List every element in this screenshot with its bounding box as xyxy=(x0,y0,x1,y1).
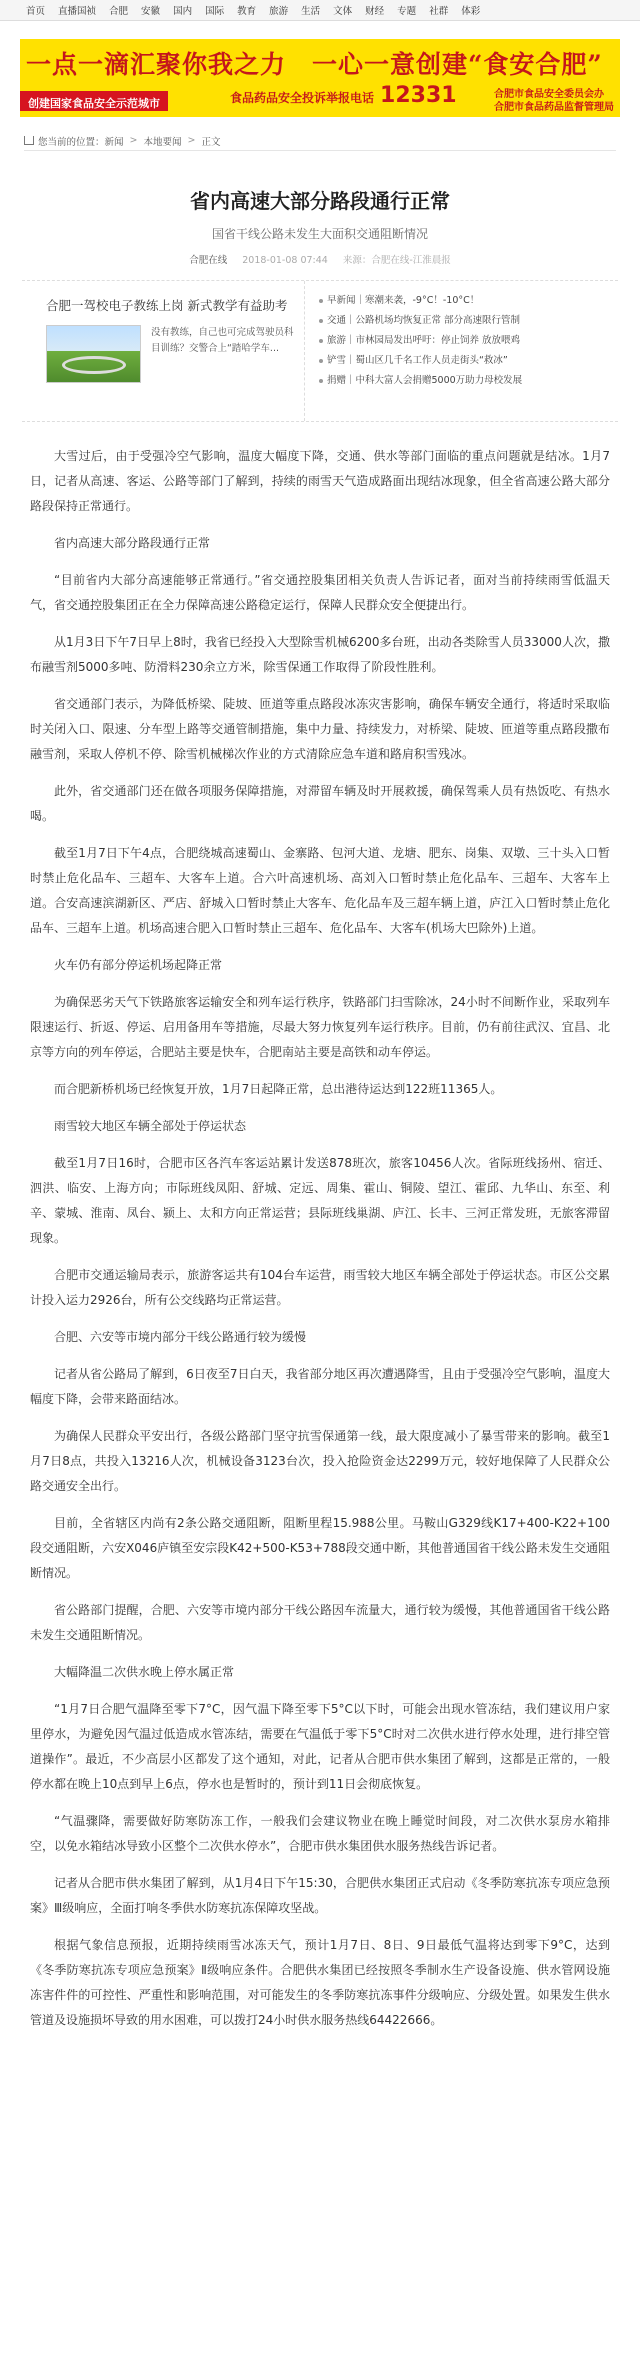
bullet-icon xyxy=(319,359,323,363)
feature-left xyxy=(22,281,304,421)
paragraph: 而合肥新桥机场已经恢复开放，1月7日起降正常，总出港待运达到122班11365人。 xyxy=(54,1082,503,1096)
nav-link[interactable]: 安徽 xyxy=(141,6,161,17)
section-heading: 雨雪较大地区车辆全部处于停运状态 xyxy=(54,1119,247,1133)
banner-org-2: 合肥市食品药品监督管理局 xyxy=(494,102,614,113)
paragraph: 从1月3日下午7日早上8时，我省已经投入大型除雪机械6200多台班，出动各类除雪人员33000人次，撒布融雪剂5000多吨、防滑料230余立方米，除雪保通工作取得了阶段性胜利。 xyxy=(30,635,610,674)
feature-news-item[interactable] xyxy=(319,311,618,331)
paragraph: 根据气象信息预报，近期持续雨雪冰冻天气，预计1月7日、8日、9日最低气温将达到零下9°C，达到《冬季防寒抗冻专项应急预案》Ⅱ级响应条件。合肥供水集团已经按照冬季制水生产设备设施、供水管网设施冻害件件的可控性、严重性和影响范围，对可能发生的冬季防寒抗冻事件分级响应、分级处置。如果发生供水管道及设施损坏导致的用水困难，可以拨打24小时供水服务热线64422666。 xyxy=(30,1938,610,2027)
article-subtitle: 国省干线公路未发生大面积交通阻断情况 xyxy=(211,227,428,241)
feature-title[interactable]: 合肥一驾校电子教练上岗 新式教学有益助考 xyxy=(46,298,288,313)
bullet-icon xyxy=(319,299,323,303)
breadcrumb-prefix: 您当前的位置： xyxy=(38,136,105,148)
paragraph: 目前，全省辖区内尚有2条公路交通阻断，阻断里程15.988公里。马鞍山G329线K17+400-K22+100段交通阻断，六安X046庐镇至安宗段K42+500-K53+788段交通中断，其他普通国省干线公路未发生交通阻断情况。 xyxy=(30,1516,610,1580)
nav-link[interactable]: 社群 xyxy=(429,6,449,17)
paragraph: 为确保恶劣天气下铁路旅客运输安全和列车运行秩序，铁路部门扫雪除冰，24小时不间断作业，采取列车限速运行、折返、停运、启用备用车等措施，尽最大努力恢复列车运行秩序。目前，仍有前往武汉、宜昌、北京等方向的列车停运，合肥站主要是快车，合肥南站主要是高铁和动车停运。 xyxy=(30,995,610,1059)
paragraph: 大雪过后，由于受强冷空气影响，温度大幅度下降，交通、供水等部门面临的重点问题就是结冰。1月7日，记者从高速、客运、公路等部门了解到，持续的雨雪天气造成路面出现结冰现象，但全省高速公路大部分路段保持正常通行。 xyxy=(30,449,610,513)
feature-news-text[interactable]: 旅游｜市林园局发出呼吁：停止饲养 放放喂鸡 xyxy=(327,335,521,346)
nav-link[interactable]: 合肥 xyxy=(109,6,129,17)
paragraph: 此外，省交通部门还在做各项服务保障措施，对滞留车辆及时开展救援，确保驾乘人员有热饭吃、有热水喝。 xyxy=(30,784,610,823)
banner-slogan: 一点一滴汇聚你我之力 一心一意创建“食安合肥” xyxy=(26,50,603,79)
banner-badge: 创建国家食品安全示范城市 xyxy=(20,91,168,111)
article-datetime: 2018-01-08 07:44 xyxy=(242,255,328,266)
paragraph: 截至1月7日下午4点，合肥绕城高速蜀山、金寨路、包河大道、龙塘、肥东、岗集、双墩、三十头入口暂时禁止危化品车、三超车、大客车上道。合六叶高速机场、高刘入口暂时禁止危化品车、三超车、大客车上道。合安高速滨湖新区、严店、舒城入口暂时禁止大客车、危化品车及三超车辆上道，庐江入口暂时禁止危化品车、三超车上道。机场高速合肥入口暂时禁止三超车、危化品车、大客车(机场大巴除外)上道。 xyxy=(30,846,610,935)
nav-link[interactable]: 文体 xyxy=(333,6,353,17)
hotline-label: 食品药品安全投诉举报电话 xyxy=(230,91,375,105)
nav-link[interactable]: 教育 xyxy=(237,6,257,17)
feature-desc[interactable]: 没有教练，自己也可完成驾驶员科目训练？交警合上“踏哈学车... xyxy=(151,327,294,354)
paragraph: “气温骤降，需要做好防寒防冻工作，一般我们会建议物业在晚上睡觉时间段，对二次供水泵房水箱排空，以免水箱结冰导致小区整个二次供水停水”，合肥市供水集团供水服务热线告诉记者。 xyxy=(30,1814,610,1853)
breadcrumb-sep: > xyxy=(129,135,138,146)
banner-hotline xyxy=(230,83,457,108)
breadcrumb-news[interactable]: 新闻 xyxy=(104,136,124,148)
nav-link[interactable]: 体彩 xyxy=(461,6,481,17)
breadcrumb-sep: > xyxy=(187,135,196,146)
breadcrumb xyxy=(24,131,616,151)
banner-ad[interactable] xyxy=(20,39,620,117)
nav-link[interactable]: 财经 xyxy=(365,6,385,17)
paragraph: 省交通部门表示，为降低桥梁、陡坡、匝道等重点路段冰冻灾害影响，确保车辆安全通行，将适时采取临时关闭入口、限速、分车型上路等交通管制措施，集中力量、持续发力，对桥梁、陡坡、匝道等重点路段撒布融雪剂，采取人停机不停、除雪机械梯次作业的方式清除应急车道和路肩积雪残冰。 xyxy=(30,697,610,761)
section-heading: 火车仍有部分停运机场起降正常 xyxy=(54,958,223,972)
section-heading: 合肥、六安等市境内部分干线公路通行较为缓慢 xyxy=(54,1330,307,1344)
article-source: 合肥在线 xyxy=(189,255,228,266)
nav-link[interactable]: 国内 xyxy=(173,6,193,17)
paragraph: 省公路部门提醒，合肥、六安等市境内部分干线公路因车流量大，通行较为缓慢，其他普通国省干线公路未发生交通阻断情况。 xyxy=(30,1603,610,1642)
hotline-number: 12331 xyxy=(380,83,457,108)
nav-link[interactable]: 旅游 xyxy=(269,6,289,17)
bullet-icon xyxy=(319,379,323,383)
article-body xyxy=(30,444,610,2033)
paragraph: 为确保人民群众平安出行，各级公路部门坚守抗雪保通第一线，最大限度减小了暴雪带来的影响。截至1月7日8点，共投入13216人次，机械设备3123台次，投入抢险资金达2299万元，较好地保障了人民群众公路交通安全出行。 xyxy=(30,1429,610,1493)
paragraph: “目前省内大部分高速能够正常通行。”省交通控股集团相关负责人告诉记者，面对当前持续雨雪低温天气，省交通控股集团正在全力保障高速公路稳定运行，保障人民群众安全便捷出行。 xyxy=(30,573,610,612)
feature-news-text[interactable]: 铲雪｜蜀山区几千名工作人员走街头“救冰” xyxy=(327,355,508,366)
nav-link[interactable]: 生活 xyxy=(301,6,321,17)
top-nav xyxy=(0,0,640,21)
feature-news-item[interactable] xyxy=(319,291,618,311)
paragraph: “1月7日合肥气温降至零下7°C，因气温下降至零下5°C以下时，可能会出现水管冻结，我们建议用户家里停水，为避免因气温过低造成水管冻结，需要在气温低于零下5°C时对二次供水进行停水处理，进行排空管道操作”。最近，不少高层小区都发了这个通知，对此，记者从合肥市供水集团了解到，这都是正常的，一般停水都在晚上10点到早上6点，停水也是暂时的，预计到11日会彻底恢复。 xyxy=(30,1702,610,1791)
banner-org-1: 合肥市食品安全委员会办 xyxy=(494,89,604,100)
nav-link[interactable]: 直播国祯 xyxy=(58,6,97,17)
paragraph: 记者从合肥市供水集团了解到，从1月4日下午15:30，合肥供水集团正式启动《冬季防寒抗冻专项应急预案》Ⅲ级响应，全面打响冬季供水防寒抗冻保障攻坚战。 xyxy=(30,1876,610,1915)
paragraph: 记者从省公路局了解到，6日夜至7日白天，我省部分地区再次遭遇降雪，且由于受强冷空气影响，温度大幅度下降，会带来路面结冰。 xyxy=(30,1367,610,1406)
home-icon xyxy=(24,136,34,145)
feature-news-item[interactable] xyxy=(319,331,618,351)
article-title: 省内高速大部分路段通行正常 xyxy=(190,189,450,213)
bullet-icon xyxy=(319,319,323,323)
section-heading: 大幅降温二次供水晚上停水属正常 xyxy=(54,1665,235,1679)
feature-news-list xyxy=(304,281,618,421)
breadcrumb-current: 正文 xyxy=(201,136,221,148)
article-from: 来源：合肥在线-江淮晨报 xyxy=(342,255,451,266)
feature-strip xyxy=(22,280,618,422)
feature-news-text[interactable]: 捐赠｜中科大富人会捐赠5000万助力母校发展 xyxy=(327,375,523,386)
feature-image[interactable] xyxy=(46,325,141,383)
banner-org xyxy=(494,88,614,114)
feature-news-item[interactable] xyxy=(319,371,618,391)
breadcrumb-local[interactable]: 本地要闻 xyxy=(143,136,182,148)
paragraph: 合肥市交通运输局表示，旅游客运共有104台车运营，雨雪较大地区车辆全部处于停运状态。市区公交累计投入运力2926台，所有公交线路均正常运营。 xyxy=(30,1268,610,1307)
bullet-icon xyxy=(319,339,323,343)
section-heading: 省内高速大部分路段通行正常 xyxy=(54,536,211,550)
feature-news-text[interactable]: 早新闻｜寒潮来袭，-9°C！-10°C！ xyxy=(327,295,480,306)
article-meta xyxy=(0,252,640,266)
feature-news-text[interactable]: 交通｜公路机场均恢复正常 部分高速限行管制 xyxy=(327,315,521,326)
paragraph: 截至1月7日16时，合肥市区各汽车客运站累计发送878班次，旅客10456人次。省际班线扬州、宿迁、泗洪、临安、上海方向；市际班线凤阳、舒城、定远、周集、霍山、铜陵、望江、霍邱、九华山、东至、利辛、蒙城、淮南、凤台、颍上、太和方向正常运营；县际班线巢湖、庐江、长丰、三河正常发班，无旅客滞留现象。 xyxy=(30,1156,610,1245)
nav-link[interactable]: 首页 xyxy=(26,6,46,17)
nav-link[interactable]: 国际 xyxy=(205,6,225,17)
feature-news-item[interactable] xyxy=(319,351,618,371)
nav-link[interactable]: 专题 xyxy=(397,6,417,17)
